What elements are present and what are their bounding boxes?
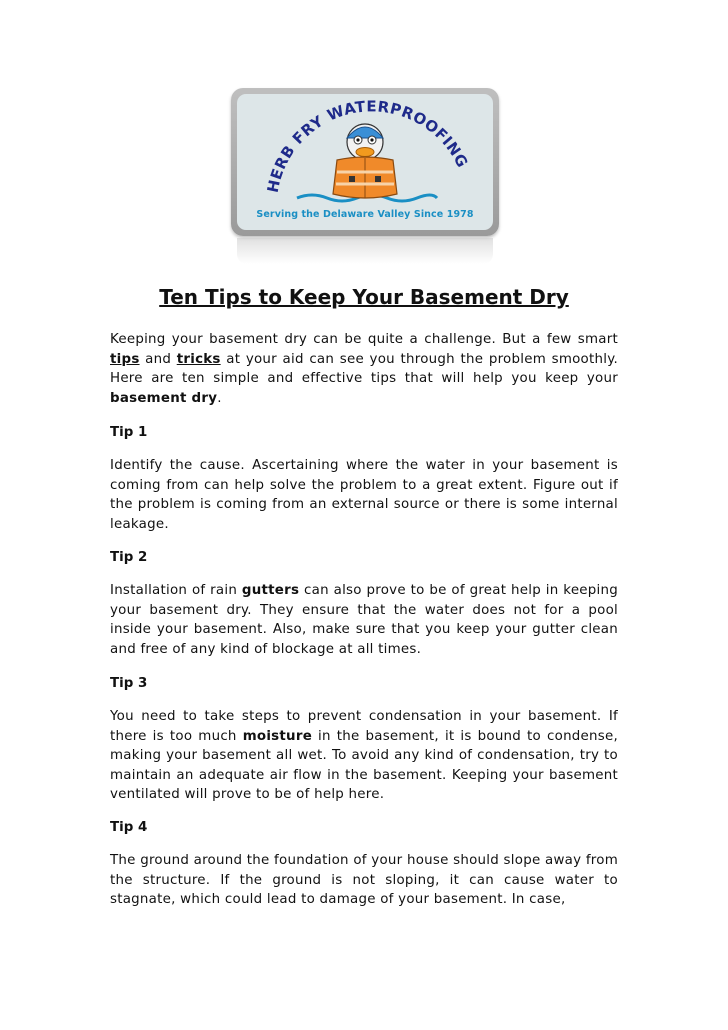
page-title: Ten Tips to Keep Your Basement Dry (159, 285, 569, 309)
intro-text: . (217, 390, 222, 406)
tip-4-heading: Tip 4 (110, 820, 148, 835)
moisture-keyword: moisture (242, 728, 313, 744)
tip-2-text-part: Installation of rain (110, 583, 242, 598)
tip-2-text-part: can also prove to be of great help in keeping your basement dry. They ensure that the water does not for a pool inside your basement. Also, make sure that you keep your gutter clean and free of any kind of blockage at all times. (110, 583, 619, 657)
tip-3-text-part: You need to take steps to prevent condensation in your basement. If there is too much (110, 709, 618, 744)
tip-3-heading: Tip 3 (110, 676, 148, 691)
tip-3-text-part: in the basement, it is bound to condense, making your basement all wet. To avoid any kind of condensation, try to maintain an adequate air flow in the basement. Keeping your basement ventilated will prove to be of help here. (110, 728, 618, 802)
gutters-keyword: gutters (241, 583, 300, 598)
tricks-link[interactable]: tricks (176, 351, 221, 367)
company-logo (231, 88, 499, 264)
intro-paragraph (110, 330, 618, 408)
tip-2-text (110, 581, 618, 659)
logo-tagline: Serving the Delaware Valley Since 1978 (256, 209, 474, 220)
logo-frame (231, 88, 499, 236)
tip-1-text: Identify the cause. Ascertaining where the water in your basement is coming from can help solve the problem to a great extent. Figure out if the problem is coming from an external source or there is some internal leakage. (110, 458, 618, 532)
tip-3-text (110, 707, 618, 805)
intro-text: Keeping your basement dry can be quite a challenge. But a few smart (110, 332, 618, 347)
tip-1-heading: Tip 1 (110, 425, 148, 440)
intro-text: at your aid can see you through the problem smoothly. Here are ten simple and effective tips that will help you keep your (110, 351, 618, 386)
basement-dry-keyword: basement dry (110, 390, 218, 406)
logo-panel (237, 94, 493, 230)
logo-reflection (237, 238, 493, 264)
svg-text:HERB FRY WATERPROOFING: HERB FRY WATERPROOFING (263, 97, 472, 195)
intro-text: and (139, 351, 177, 367)
tip-2-heading: Tip 2 (110, 550, 148, 565)
tip-4-text: The ground around the foundation of your house should slope away from the structure. If the ground is not sloping, it can cause water to stagnate, which could lead to damage of your basement. In case, (110, 853, 618, 907)
tips-link[interactable]: tips (110, 351, 140, 367)
